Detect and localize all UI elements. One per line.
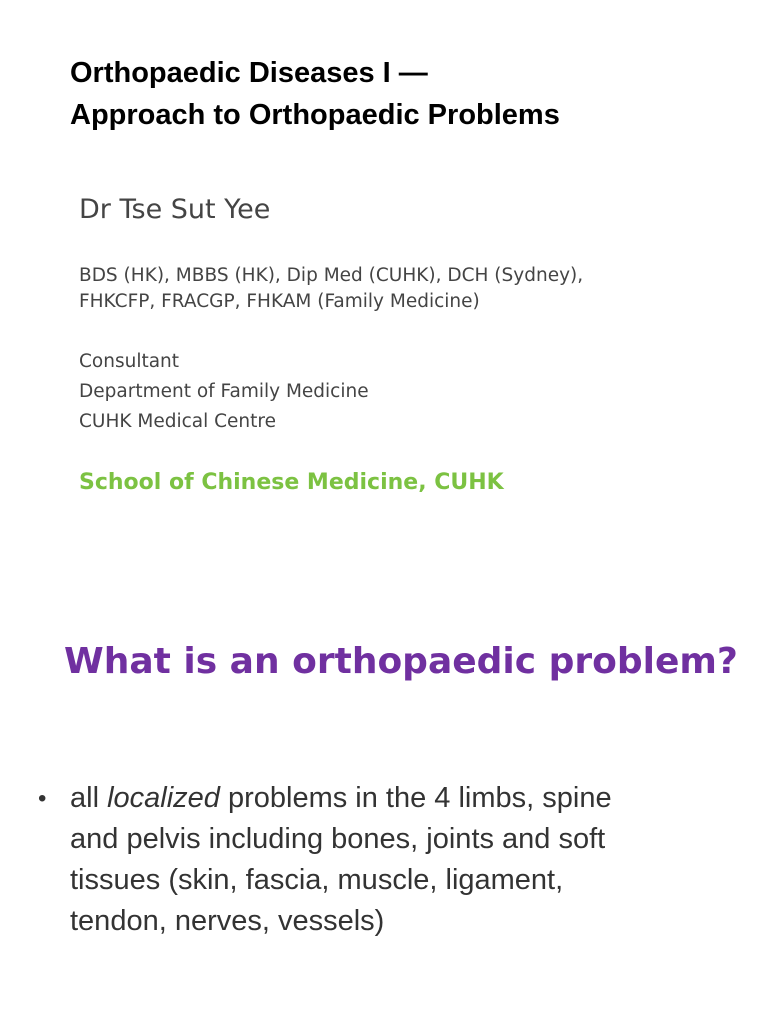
bullet-line-2: and pelvis including bones, joints and soft (70, 823, 606, 855)
title-line-2: Approach to Orthopaedic Problems (70, 99, 560, 131)
bullet-emphasis: localized (107, 782, 220, 814)
affiliation-line-2: Department of Family Medicine (79, 381, 369, 402)
credentials-line-2: FHKCFP, FRACGP, FHKAM (Family Medicine) (79, 291, 480, 312)
title-line-1: Orthopaedic Diseases I — (70, 57, 428, 89)
credentials-line-1: BDS (HK), MBBS (HK), Dip Med (CUHK), DCH (Sydney), (79, 265, 584, 286)
author-affiliation (79, 347, 369, 437)
bullet-list (36, 778, 736, 942)
bullet-icon: • (38, 785, 47, 812)
author-credentials (79, 263, 583, 315)
slide-heading: What is an orthopaedic problem? (64, 641, 738, 682)
bullet-line-1-prefix: all (70, 782, 108, 814)
affiliation-line-3: CUHK Medical Centre (79, 411, 276, 432)
school-name: School of Chinese Medicine, CUHK (79, 470, 504, 495)
bullet-line-3: tissues (skin, fascia, muscle, ligament, (70, 864, 564, 896)
author-name: Dr Tse Sut Yee (79, 194, 271, 225)
affiliation-line-1: Consultant (79, 351, 180, 372)
list-item (36, 778, 736, 942)
bullet-line-4: tendon, nerves, vessels) (70, 905, 385, 937)
page-title (70, 52, 560, 136)
content-slide (0, 590, 768, 1024)
bullet-line-1-suffix: problems in the 4 limbs, spine (219, 782, 612, 814)
bullet-line-1 (70, 778, 736, 819)
